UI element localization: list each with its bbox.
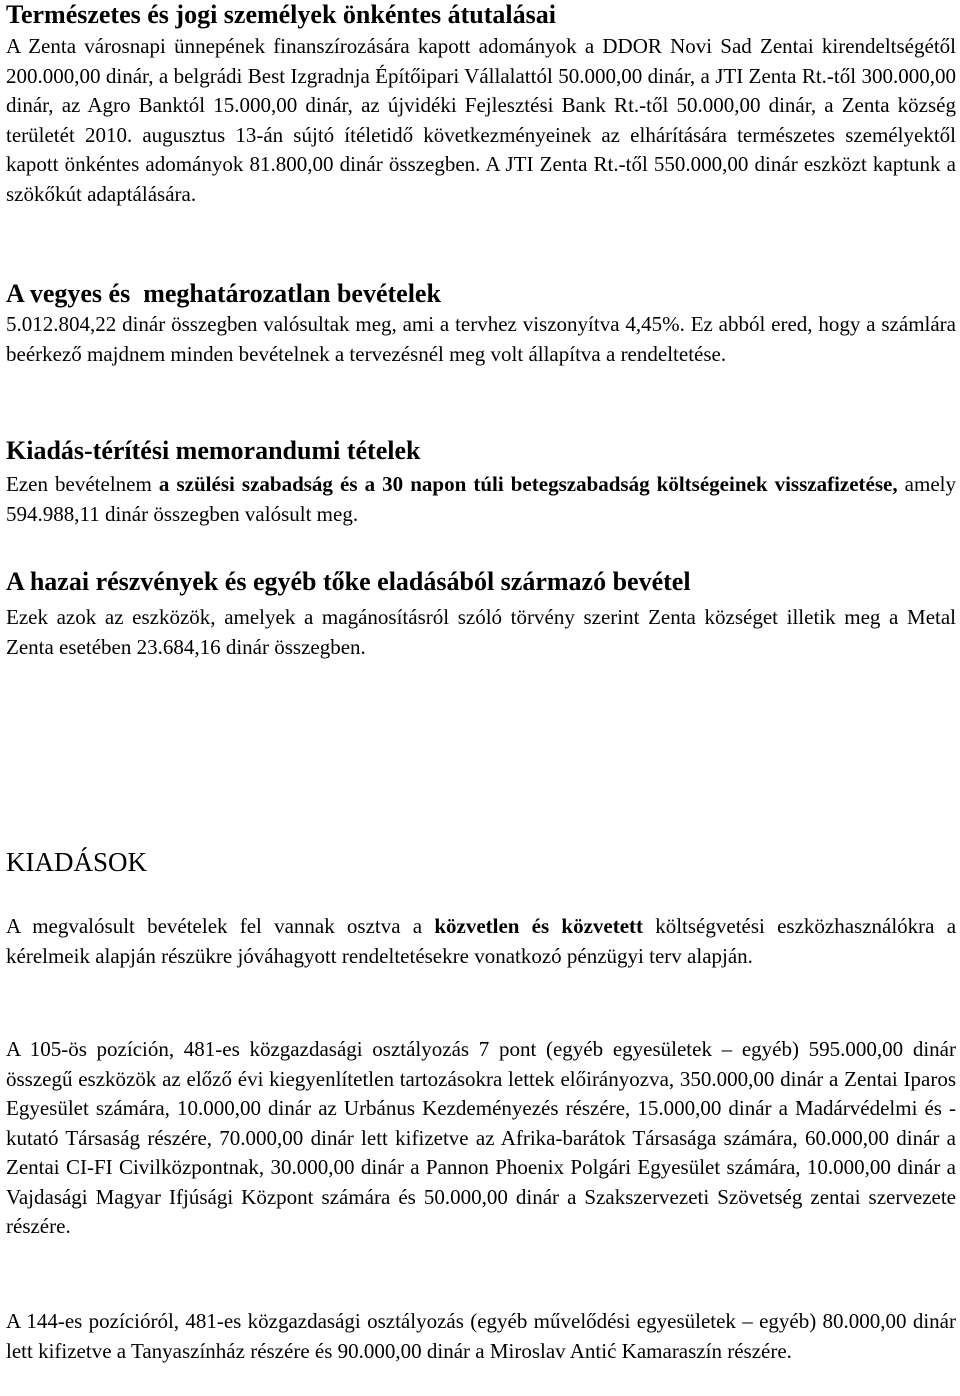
section-title-mixed-revenues: A vegyes és meghatározatlan bevételek [6, 279, 441, 308]
section-title-memorandum-items: Kiadás-térítési memorandumi tételek [6, 436, 421, 465]
memorandum-bold-text: a szülési szabadság és a 30 napon túli betegszabadság költségeinek visszafizetése, [158, 472, 898, 496]
section-body-share-sale-revenue: Ezek azok az eszközök, amelyek a magánosításról szóló törvény szerint Zenta községet illetik meg a Metal Zenta esetében 23.684,16 dinár összegben. [6, 605, 956, 659]
section-body-mixed-revenues: 5.012.804,22 dinár összegben valósultak meg, ami a tervhez viszonyítva 4,45%. Ez abból ered, hogy a számlára beérkező majdnem minden bevételnek a tervezésnél meg volt állapítva a rendeltetése. [6, 312, 956, 366]
memorandum-lead-text: Ezen bevételnem [6, 472, 159, 496]
expenditures-lead-text: A megvalósult bevételek fel vannak osztva a [6, 914, 435, 938]
paragraph-position-144: A 144-es pozícióról, 481-es közgazdasági osztályozás (egyéb művelődési egyesületek – egyéb) 80.000,00 dinár lett kifizetve a Tanyaszínház részére és 90.000,00 dinár a Miroslav Antić Kamaraszín részére. [6, 1309, 956, 1363]
section-body-voluntary-transfers: A Zenta városnapi ünnepének finanszírozására kapott adományok a DDOR Novi Sad Zentai kirendeltségétől 200.000,00 dinár, a belgrádi Best Izgradnja Építőipari Vállalattól 50.000,00 dinár, a JTI Zenta Rt.-től 300.000,00 dinár, az Agro Banktól 15.000,00 dinár, az újvidéki Fejlesztési Bank Rt.-től 50.000,00 dinár, a Zenta község területét 2010. augusztus 13-án sújtó ítéletidő következményeinek az elhárítására természetes személyektől kapott önkéntes adományok 81.800,00 dinár összegben. A JTI Zenta Rt.-től 550.000,00 dinár eszközt kaptunk a szökőkút adaptálására. [6, 34, 956, 206]
expenditures-bold-direct: közvetlen és [434, 914, 550, 938]
paragraph-position-105: A 105-ös pozíción, 481-es közgazdasági osztályozás 7 pont (egyéb egyesületek – egyéb) 595.000,00 dinár összegű eszközök az előző évi kiegyenlítetlen tartozásokra lettek előirányozva, 350.000,00 dinár a Zentai Iparos Egyesület számára, 10.000,00 dinár az Urbánus Kezdeményezés részére, 15.000,00 dinár a Madárvédelmi és -kutató Társaság részére, 70.000,00 dinár lett kifizetve az Afrika-barátok Társasága számára, 60.000,00 dinár a Zentai CI-FI Civilközpontnak, 30.000,00 dinár a Pannon Phoenix Polgári Egyesület számára, 10.000,00 dinár a Vajdasági Magyar Ifjúsági Központ számára és 50.000,00 dinár a Szakszervezeti Szövetség zentai szervezete részére. [6, 1037, 956, 1238]
expenditures-tail-text: költségvetési eszközhasználókra a kérelmeik alapján részükre jóváhagyott rendeltetésekre vonatkozó pénzügyi terv alapján. [6, 914, 957, 968]
section-title-expenditures: KIADÁSOK [6, 847, 147, 877]
section-title-voluntary-transfers: Természetes és jogi személyek önkéntes átutalásai [6, 0, 556, 29]
section-body-memorandum-items [6, 470, 956, 529]
expenditures-space [549, 914, 561, 938]
expenditures-bold-indirect: közvetett [561, 914, 644, 938]
memorandum-tail-text: amely 594.988,11 dinár összegben valósult meg. [6, 472, 956, 526]
section-body-expenditures [6, 912, 956, 971]
section-title-share-sale-revenue: A hazai részvények és egyéb tőke eladásából származó bevétel [6, 567, 691, 596]
